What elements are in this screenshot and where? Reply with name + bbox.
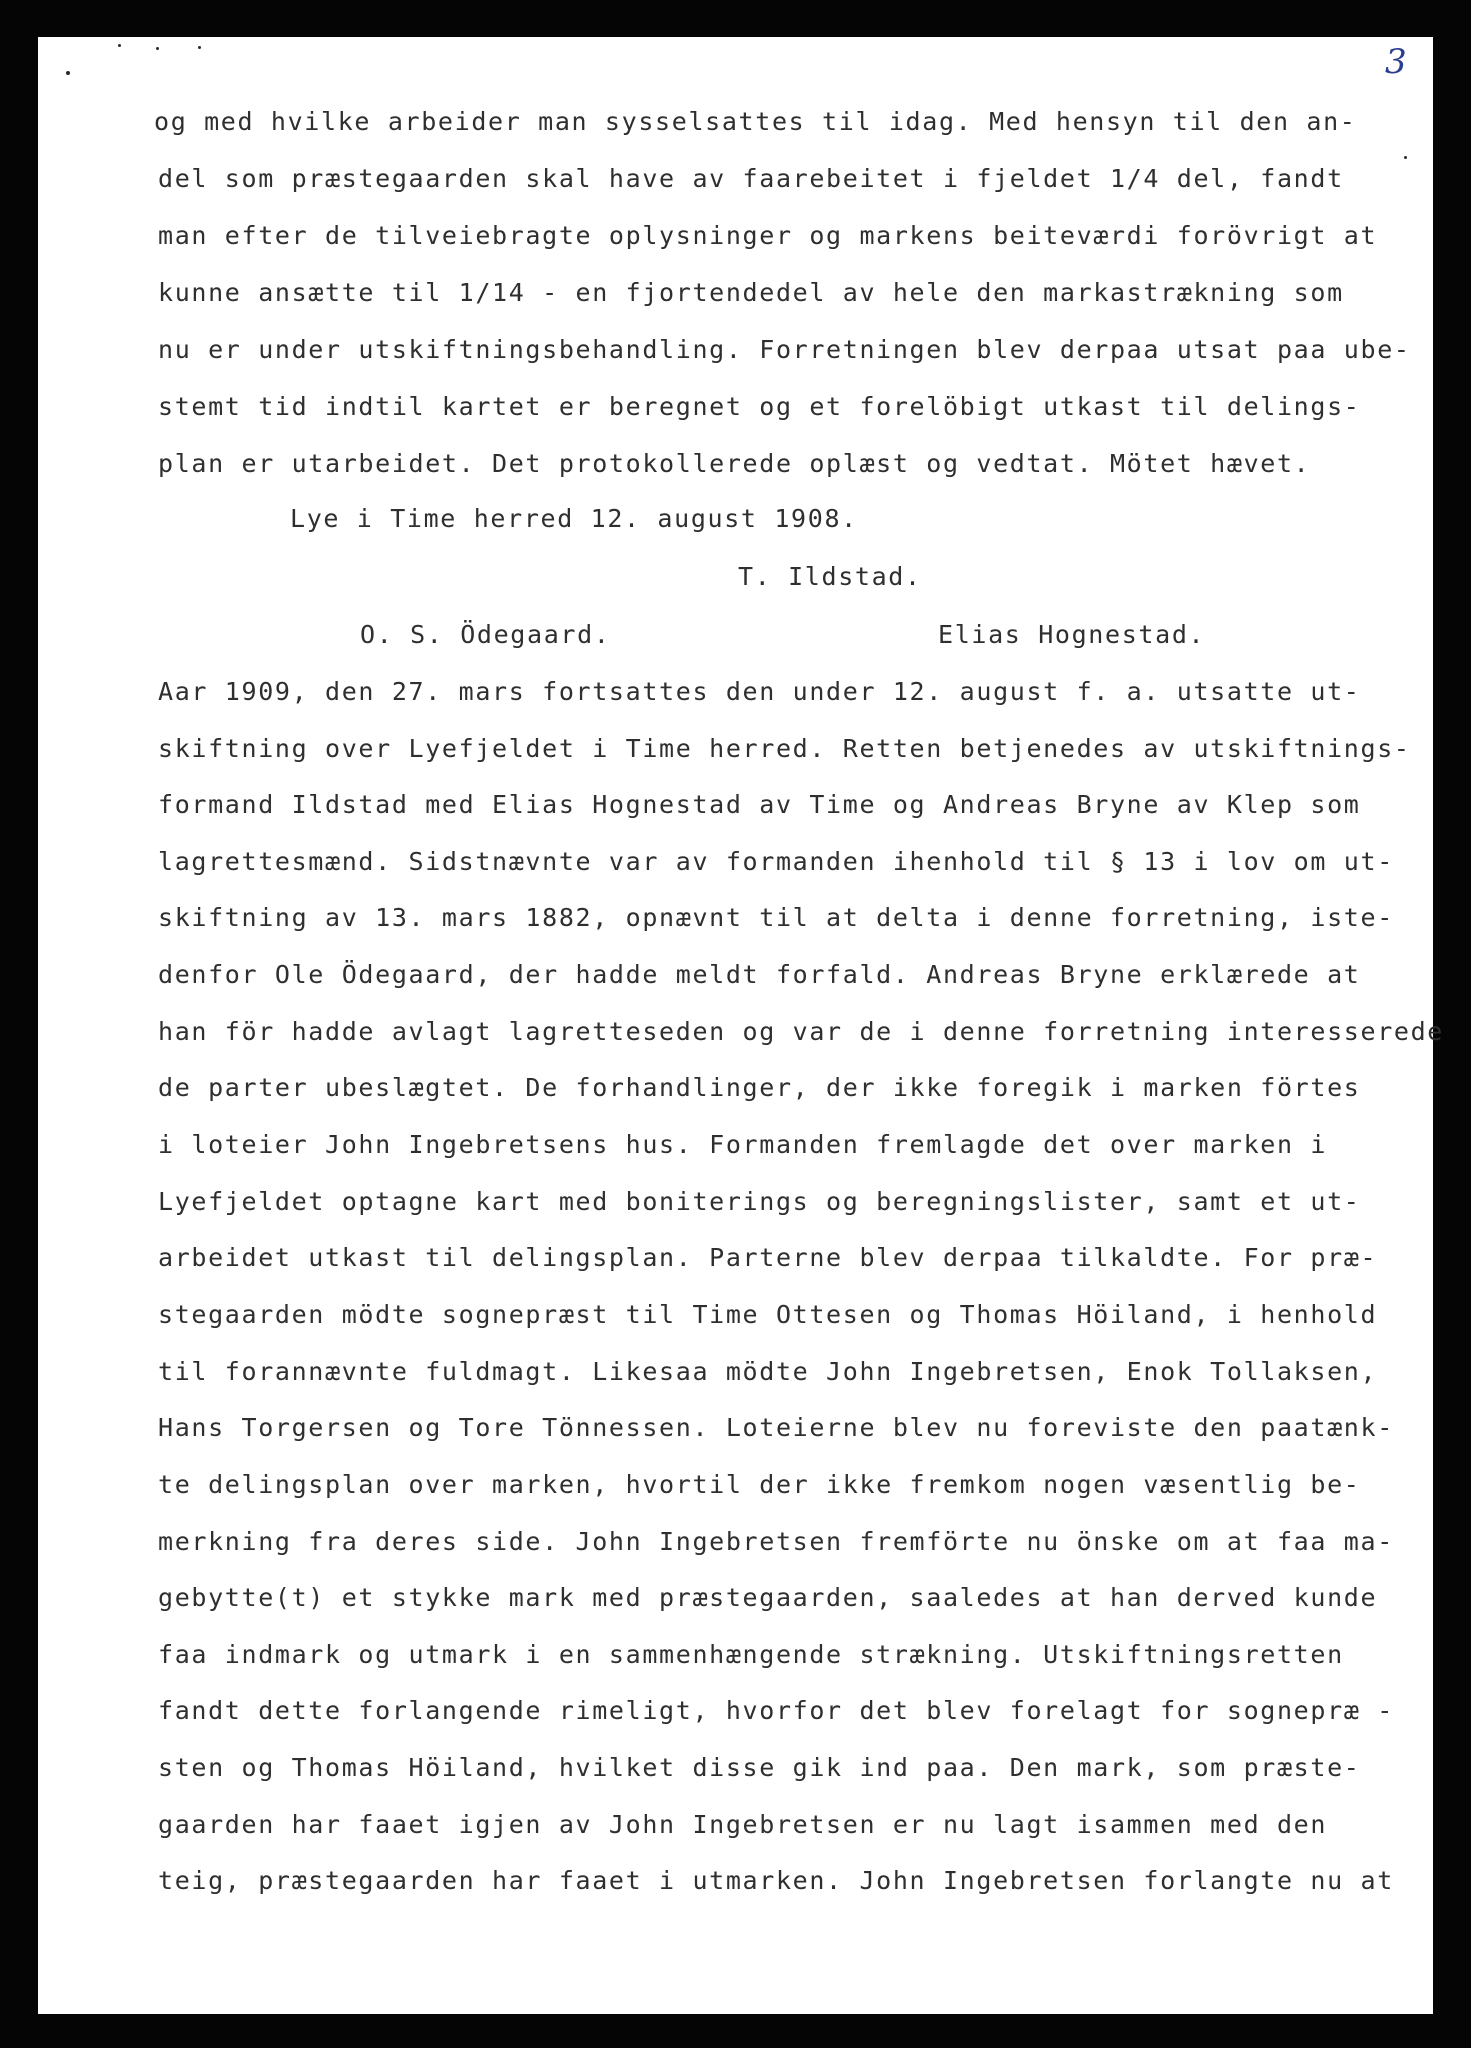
text-line: kunne ansætte til 1/14 - en fjortendedel av hele den markastrækning som [158,278,1344,307]
text-line: sten og Thomas Höiland, hvilket disse gik ind paa. Den mark, som præste- [158,1753,1361,1782]
ink-speck [118,44,121,47]
text-line: til forannævnte fuldmagt. Likesaa mödte John Ingebretsen, Enok Tollaksen, [158,1357,1378,1386]
text-line: gaarden har faaet igjen av John Ingebretsen er nu lagt isammen med den [158,1810,1328,1839]
text-line: denfor Ole Ödegaard, der hadde meldt forfald. Andreas Bryne erklærede at [158,960,1361,989]
text-line: formand Ildstad med Elias Hognestad av Time og Andreas Bryne av Klep som [158,790,1361,819]
text-line: og med hvilke arbeider man sysselsattes til idag. Med hensyn til den an- [154,107,1357,136]
text-line: Lye i Time herred 12. august 1908. [290,504,858,533]
text-line: arbeidet utkast til delingsplan. Parterne blev derpaa tilkaldte. For præ- [158,1243,1378,1272]
signature-line: Elias Hognestad. [938,620,1206,649]
text-line: Hans Torgersen og Tore Tönnessen. Loteierne blev nu foreviste den paatænk- [158,1413,1394,1442]
text-line: te delingsplan over marken, hvortil der ikke fremkom nogen væsentlig be- [158,1470,1361,1499]
text-line: skiftning av 13. mars 1882, opnævnt til at delta i denne forretning, iste- [158,903,1394,932]
text-line: de parter ubeslægtet. De forhandlinger, der ikke foregik i marken förtes [158,1073,1361,1102]
ink-speck [66,71,70,75]
text-line: gebytte(t) et stykke mark med præstegaarden, saaledes at han derved kunde [158,1583,1378,1612]
text-line: han för hadde avlagt lagretteseden og var de i denne forretning interesserede [158,1017,1444,1046]
text-line: man efter de tilveiebragte oplysninger og markens beiteværdi forövrigt at [158,221,1378,250]
text-line: lagrettesmænd. Sidstnævnte var av formanden ihenhold til § 13 i lov om ut- [158,847,1394,876]
ink-speck [156,47,159,50]
text-line: fandt dette forlangende rimeligt, hvorfor det blev forelagt for sognepræ - [158,1696,1394,1725]
text-line: Lyefjeldet optagne kart med boniterings og beregningslister, samt et ut- [158,1187,1361,1216]
text-line: Aar 1909, den 27. mars fortsattes den under 12. august f. a. utsatte ut- [158,677,1361,706]
text-line: i loteier John Ingebretsens hus. Formanden fremlagde det over marken i [158,1130,1328,1159]
signature-line: T. Ildstad. [738,562,922,591]
text-line: del som præstegaarden skal have av faarebeitet i fjeldet 1/4 del, fandt [158,164,1344,193]
text-line: nu er under utskiftningsbehandling. Forretningen blev derpaa utsat paa ube- [158,335,1411,364]
text-line: merkning fra deres side. John Ingebretsen fremförte nu önske om at faa ma- [158,1527,1394,1556]
ink-speck [198,46,201,49]
text-line: stemt tid indtil kartet er beregnet og et forelöbigt utkast til delings- [158,392,1361,421]
ink-speck [1404,156,1407,159]
text-line: teig, præstegaarden har faaet i utmarken. John Ingebretsen forlangte nu at [158,1866,1394,1895]
page-number: 3 [1385,42,1407,82]
text-line: plan er utarbeidet. Det protokollerede oplæst og vedtat. Mötet hævet. [158,449,1311,478]
signature-line: O. S. Ödegaard. [360,620,611,649]
text-line: skiftning over Lyefjeldet i Time herred. Retten betjenedes av utskiftnings- [158,734,1411,763]
text-line: stegaarden mödte sognepræst til Time Ottesen og Thomas Höiland, i henhold [158,1300,1378,1329]
text-line: faa indmark og utmark i en sammenhængende strækning. Utskiftningsretten [158,1640,1344,1669]
